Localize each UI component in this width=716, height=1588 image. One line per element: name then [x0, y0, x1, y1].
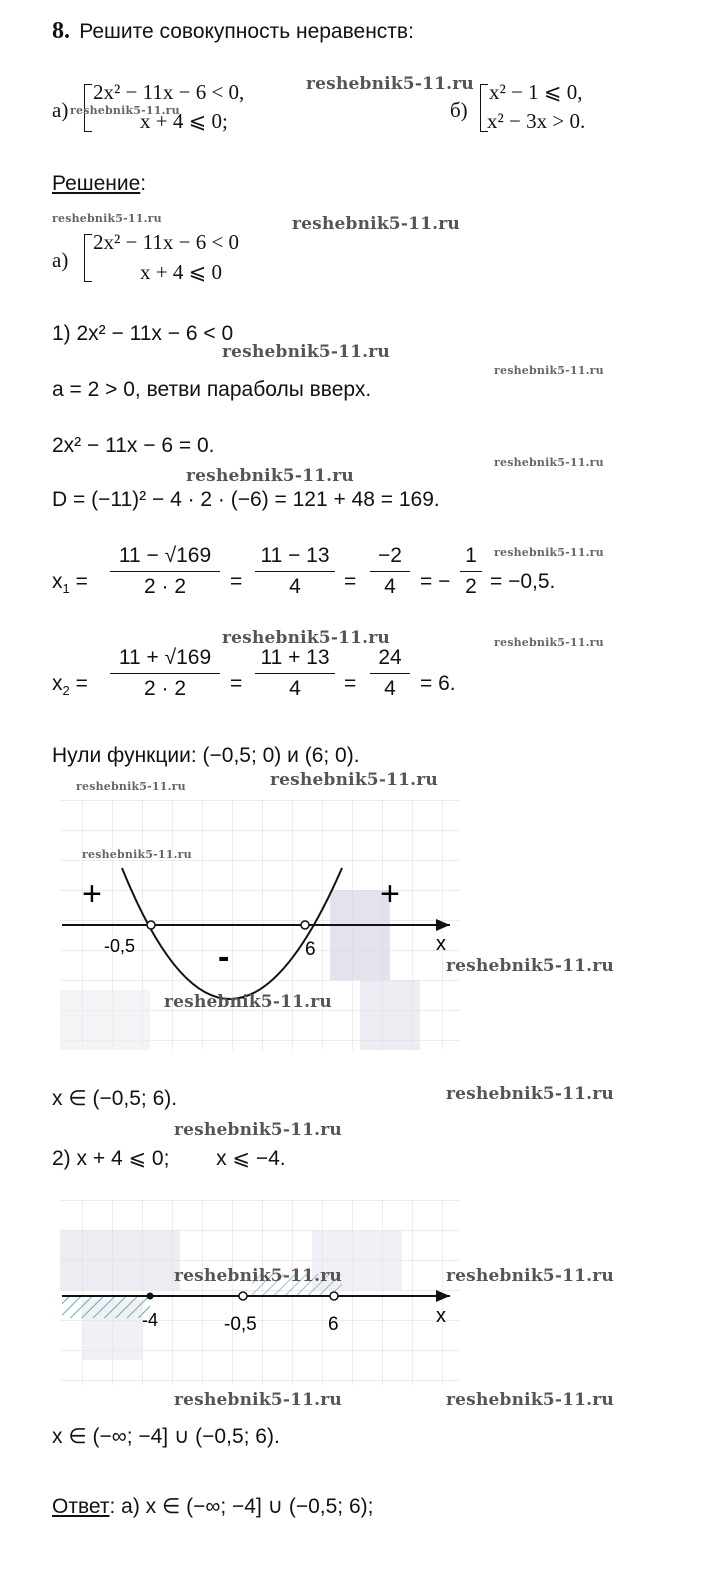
point-minus05	[239, 1292, 247, 1300]
watermark: reshebnik5-11.ru	[306, 74, 474, 94]
watermark: reshebnik5-11.ru	[494, 546, 604, 559]
x2-frac3: 24 4	[370, 646, 410, 701]
watermark: reshebnik5-11.ru	[494, 364, 604, 377]
x1-frac2: 11 − 13 4	[255, 544, 335, 599]
part-a-line2: x + 4 ⩽ 0;	[140, 109, 228, 133]
watermark: reshebnik5-11.ru	[446, 1084, 614, 1104]
watermark: reshebnik5-11.ru	[52, 212, 162, 225]
tick-label-b: -0,5	[224, 1314, 257, 1335]
watermark: reshebnik5-11.ru	[494, 456, 604, 469]
tick-label-a: -0,5	[104, 936, 136, 956]
task-header	[52, 18, 414, 45]
equation-text: 2x² − 11x − 6 = 0.	[52, 434, 215, 457]
watermark: reshebnik5-11.ru	[446, 1390, 614, 1410]
watermark: reshebnik5-11.ru	[174, 1390, 342, 1410]
watermark: reshebnik5-11.ru	[222, 628, 390, 648]
x2-frac2: 11 + 13 4	[255, 646, 335, 701]
eq-sign: =	[230, 570, 243, 593]
axis-label: x	[436, 1305, 446, 1327]
union-text: x ∈ (−∞; −4] ∪ (−0,5; 6).	[52, 1425, 280, 1448]
step2: 2) x + 4 ⩽ 0; x ⩽ −4.	[52, 1147, 286, 1170]
x2-frac1: 11 + √169 2 · 2	[110, 646, 220, 701]
watermark: reshebnik5-11.ru	[270, 770, 438, 790]
part-b-line2: x² − 3x > 0.	[487, 109, 586, 133]
plus-right: +	[380, 875, 400, 913]
branches-text: a = 2 > 0, ветви параболы вверх.	[52, 378, 372, 401]
answer1-text: x ∈ (−0,5; 6).	[52, 1087, 178, 1110]
axis-label: x	[436, 933, 446, 955]
watermark: reshebnik5-11.ru	[186, 466, 354, 486]
point-6	[330, 1292, 338, 1300]
hatch-left	[62, 1296, 150, 1318]
tick-label-a: -4	[142, 1310, 159, 1330]
solution-heading: Решение:	[52, 172, 147, 195]
task-number: 8.	[52, 18, 70, 44]
discriminant-text: D = (−11)² − 4 · 2 · (−6) = 121 + 48 = 169.	[52, 488, 440, 511]
zeros-text: Нули функции: (−0,5; 0) и (6; 0).	[52, 744, 360, 767]
tick-label-c: 6	[328, 1314, 339, 1335]
x2-lhs: $x_2$ =	[52, 672, 88, 699]
number-line-graph	[52, 1200, 472, 1390]
watermark: reshebnik5-11.ru	[292, 214, 460, 234]
x1-frac4: 1 2	[460, 544, 482, 599]
watermark: reshebnik5-11.ru	[76, 780, 186, 793]
part-b-line1: x² − 1 ⩽ 0,	[489, 80, 583, 104]
system-line1: 2x² − 11x − 6 < 0	[93, 230, 240, 254]
watermark: reshebnik5-11.ru	[82, 848, 192, 861]
x1-lhs: $x_1$ =	[52, 570, 88, 597]
system-label: а)	[52, 248, 69, 272]
eq-sign: =	[230, 672, 243, 695]
tick-label-b: 6	[305, 939, 316, 960]
x1-frac1: 11 − √169 2 · 2	[110, 544, 220, 599]
watermark: reshebnik5-11.ru	[174, 1266, 342, 1286]
x1-minus: = −	[420, 570, 451, 593]
step1: 1) 2x² − 11x − 6 < 0	[52, 322, 234, 345]
minus-sign: -	[218, 938, 230, 976]
zero-point-a	[147, 921, 155, 929]
watermark: reshebnik5-11.ru	[164, 992, 332, 1012]
watermark: reshebnik5-11.ru	[446, 1266, 614, 1286]
final-answer: Ответ: а) x ∈ (−∞; −4] ∪ (−0,5; 6);	[52, 1495, 374, 1518]
x2-result: = 6.	[420, 672, 456, 695]
plus-left: +	[82, 875, 102, 913]
eq-sign: =	[344, 570, 357, 593]
watermark: reshebnik5-11.ru	[174, 1120, 342, 1140]
part-b-label: б)	[450, 98, 468, 122]
x1-frac3: −2 4	[370, 544, 410, 599]
x1-result: = −0,5.	[490, 570, 556, 593]
parabola-graph	[52, 800, 472, 1060]
task-prompt: Решите совокупность неравенств:	[79, 20, 414, 43]
point-minus4	[147, 1293, 154, 1300]
part-a-line1: 2x² − 11x − 6 < 0,	[93, 80, 245, 104]
watermark: reshebnik5-11.ru	[494, 636, 604, 649]
zero-point-b	[301, 921, 309, 929]
part-a-label: а)	[52, 98, 69, 122]
system-line2: x + 4 ⩽ 0	[140, 260, 222, 284]
system-bracket	[84, 234, 92, 282]
eq-sign: =	[344, 672, 357, 695]
watermark: reshebnik5-11.ru	[446, 956, 614, 976]
watermark: reshebnik5-11.ru	[222, 342, 390, 362]
watermark: reshebnik5-11.ru	[70, 104, 180, 117]
